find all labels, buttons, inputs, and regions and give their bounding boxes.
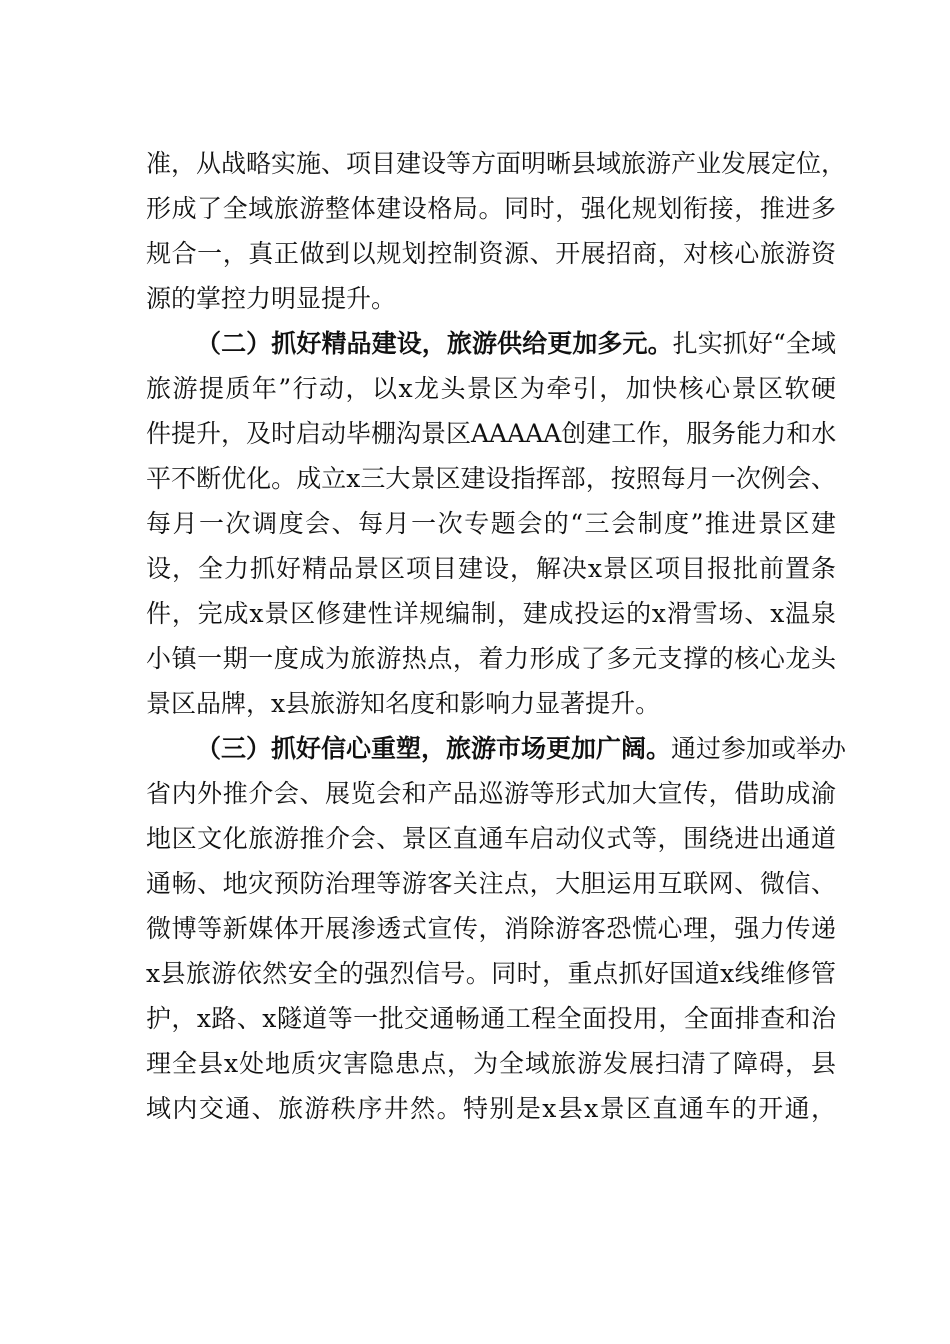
paragraph-2-line-8: 小镇一期一度成为旅游热点，着力形成了多元支撑的核心龙头 — [146, 644, 836, 673]
paragraph-2-first-line-text: 扎实抓好“全域 — [672, 329, 836, 358]
paragraph-3-line-3: 地区文化旅游推介会、景区直通车启动仪式等，围绕进出通道 — [146, 824, 836, 853]
paragraph-1-line-1: 准，从战略实施、项目建设等方面明晰县域旅游产业发展定位， — [146, 149, 847, 178]
paragraph-1-line-4: 源的掌控力明显提升。 — [146, 284, 397, 313]
section-3-heading: （三）抓好信心重塑，旅游市场更加广阔。 — [196, 734, 672, 763]
paragraph-3-line-7: 护，x路、x隧道等一批交通畅通工程全面投用，全面排查和治 — [146, 1004, 836, 1033]
paragraph-3-line-2: 省内外推介会、展览会和产品巡游等形式加大宣传，借助成渝 — [146, 779, 836, 808]
paragraph-3-line-6: x县旅游依然安全的强烈信号。同时，重点抓好国道x线维修管 — [146, 959, 836, 988]
paragraph-3-line-9: 域内交通、旅游秩序井然。特别是x县x景区直通车的开通， — [146, 1094, 836, 1123]
paragraph-1-line-3: 规合一，真正做到以规划控制资源、开展招商，对核心旅游资 — [146, 239, 836, 268]
paragraph-3-first-line — [196, 727, 847, 771]
paragraph-2-line-3: 件提升，及时启动毕棚沟景区AAAAA创建工作，服务能力和水 — [146, 419, 837, 448]
paragraph-2-line-5: 每月一次调度会、每月一次专题会的“三会制度”推进景区建 — [146, 509, 836, 538]
paragraph-2-line-9: 景区品牌，x县旅游知名度和影响力显著提升。 — [146, 689, 661, 718]
paragraph-2-line-7: 件，完成x景区修建性详规编制，建成投运的x滑雪场、x温泉 — [146, 599, 836, 628]
paragraph-3-line-8: 理全县x处地质灾害隐患点，为全域旅游发展扫清了障碍，县 — [146, 1049, 836, 1078]
paragraph-1-line-2: 形成了全域旅游整体建设格局。同时，强化规划衔接，推进多 — [146, 194, 836, 223]
paragraph-3-line-5: 微博等新媒体开展渗透式宣传，消除游客恐慌心理，强力传递 — [146, 914, 836, 943]
paragraph-2-first-line — [196, 322, 836, 366]
paragraph-2-line-4: 平不断优化。成立x三大景区建设指挥部，按照每月一次例会、 — [146, 464, 836, 493]
paragraph-2-line-2: 旅游提质年”行动，以x龙头景区为牵引，加快核心景区软硬 — [146, 374, 836, 403]
paragraph-2-line-6: 设，全力抓好精品景区项目建设，解决x景区项目报批前置条 — [146, 554, 836, 583]
paragraph-3-first-line-text: 通过参加或举办 — [671, 734, 847, 763]
paragraph-3-line-4: 通畅、地灾预防治理等游客关注点，大胆运用互联网、微信、 — [146, 869, 836, 898]
section-2-heading: （二）抓好精品建设，旅游供给更加多元。 — [196, 329, 673, 358]
